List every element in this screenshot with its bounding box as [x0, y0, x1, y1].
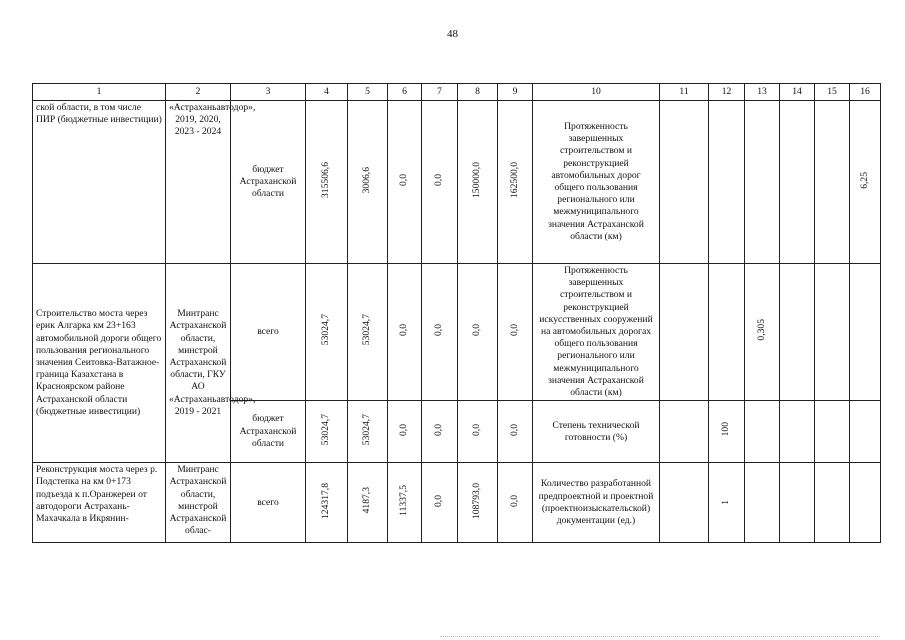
indicator-value-cell [850, 101, 881, 264]
indicator-value-text: 0,305 [755, 319, 767, 341]
value-cell [498, 101, 533, 264]
indicator-value-cell [815, 463, 850, 543]
executor-cell: Минтранс Астраханской области, минстрой Астраханской области, ГКУ АО «Астраханьавтодор», 2019 - 2021 [166, 264, 231, 463]
indicator-value-cell [660, 101, 709, 264]
value-text: 0,0 [508, 494, 520, 507]
indicator-cell: Протяженность завершенных строительством и реконструкцией автомобильных дорог общего пользования регионального или межмуниципального значения Астраханской области (км) [533, 101, 660, 264]
value-cell [422, 101, 458, 264]
event-name-cell: Строительство моста через ерик Алгарка км 23+163 автомобильной дороги общего пользования регионального значения Сеитовка-Ватажное-граница Казахстана в Красноярском районе Астраханской области (бюджетные инвестиции) [33, 264, 166, 463]
page-number: 48 [447, 28, 458, 40]
table-row [33, 463, 881, 543]
program-table [32, 83, 881, 543]
header-cell: 1 [33, 84, 166, 101]
value-cell [388, 463, 422, 543]
indicator-value-cell [745, 401, 780, 463]
header-cell: 14 [780, 84, 815, 101]
value-text: 4187,3 [361, 487, 373, 514]
scan-artifact-line [440, 636, 880, 638]
value-cell [306, 401, 348, 463]
value-cell [422, 463, 458, 543]
indicator-value-cell [709, 463, 745, 543]
indicator-value-cell [780, 401, 815, 463]
value-cell [306, 101, 348, 264]
indicator-value-cell [660, 264, 709, 401]
indicator-value-cell [815, 264, 850, 401]
value-cell [422, 401, 458, 463]
indicator-cell: Количество разработанной предпроектной и проектной (проектноизыскательской) документации (ед.) [533, 463, 660, 543]
header-cell: 15 [815, 84, 850, 101]
value-text: 162500,0 [508, 161, 520, 198]
value-text: 53024,7 [361, 414, 373, 446]
executor-cell: Минтранс Астраханской области, минстрой Астраханской облас- [166, 463, 231, 543]
indicator-value-cell [660, 463, 709, 543]
value-text: 0,0 [433, 494, 445, 507]
header-cell: 4 [306, 84, 348, 101]
funding-source-cell: бюджет Астраханской области [231, 401, 306, 463]
funding-source-cell: всего [231, 463, 306, 543]
value-cell [348, 264, 388, 401]
value-text: 53024,7 [320, 314, 332, 346]
indicator-cell: Протяженность завершенных строительством и реконструкцией искусственных сооружений на автомобильных дорогах общего пользования регионального или межмуниципального значения Астраханской области (км) [533, 264, 660, 401]
value-cell [306, 264, 348, 401]
header-cell: 16 [850, 84, 881, 101]
funding-source-cell: бюджет Астраханской области [231, 101, 306, 264]
header-cell: 10 [533, 84, 660, 101]
indicator-value-cell [660, 401, 709, 463]
value-text: 53024,7 [320, 414, 332, 446]
value-cell [422, 264, 458, 401]
header-cell: 3 [231, 84, 306, 101]
value-text: 0,0 [433, 173, 445, 186]
indicator-value-cell [709, 101, 745, 264]
indicator-value-text: 6,25 [858, 171, 870, 189]
value-cell [388, 101, 422, 264]
value-text: 0,0 [398, 173, 410, 186]
value-cell [458, 463, 498, 543]
indicator-value-cell [709, 401, 745, 463]
value-cell [348, 401, 388, 463]
value-cell [388, 264, 422, 401]
value-text: 0,0 [433, 324, 445, 337]
value-text: 0,0 [508, 324, 520, 337]
header-cell: 12 [709, 84, 745, 101]
value-text: 0,0 [471, 324, 483, 337]
value-text: 315506,6 [320, 161, 332, 198]
value-text: 11337,5 [398, 485, 410, 517]
value-cell [458, 264, 498, 401]
value-cell [498, 264, 533, 401]
indicator-value-cell [850, 463, 881, 543]
value-text: 0,0 [398, 324, 410, 337]
table-row [33, 101, 881, 264]
value-text: 108793,0 [471, 482, 483, 519]
indicator-value-cell [745, 463, 780, 543]
indicator-value-cell [815, 101, 850, 264]
indicator-value-cell [745, 264, 780, 401]
value-cell [306, 463, 348, 543]
indicator-value-cell [780, 101, 815, 264]
funding-source-cell: всего [231, 264, 306, 401]
value-text: 0,0 [471, 423, 483, 436]
indicator-value-cell [850, 401, 881, 463]
value-cell [458, 401, 498, 463]
value-text: 150000,0 [471, 161, 483, 198]
value-text: 0,0 [398, 423, 410, 436]
header-cell: 11 [660, 84, 709, 101]
indicator-value-cell [780, 463, 815, 543]
header-cell: 5 [348, 84, 388, 101]
indicator-value-cell [850, 264, 881, 401]
indicator-value-text: 100 [720, 422, 732, 437]
column-number-row [33, 84, 881, 101]
header-cell: 9 [498, 84, 533, 101]
event-name-cell: ской области, в том числе ПИР (бюджетные инвестиции) [33, 101, 166, 264]
header-cell: 8 [458, 84, 498, 101]
indicator-cell: Степень технической готовности (%) [533, 401, 660, 463]
value-cell [498, 463, 533, 543]
indicator-value-cell [745, 101, 780, 264]
event-name-cell: Реконструкция моста через р. Подстепка на км 0+173 подъезда к п.Оранжереи от автодороги Астрахань-Махачкала в Икрянин- [33, 463, 166, 543]
header-cell: 6 [388, 84, 422, 101]
value-cell [388, 401, 422, 463]
value-text: 0,0 [433, 423, 445, 436]
value-cell [458, 101, 498, 264]
header-cell: 2 [166, 84, 231, 101]
value-text: 53024,7 [361, 314, 373, 346]
table-row [33, 264, 881, 401]
value-text: 3006,6 [361, 166, 373, 194]
value-cell [348, 101, 388, 264]
header-cell: 7 [422, 84, 458, 101]
indicator-value-cell [815, 401, 850, 463]
value-text: 0,0 [508, 423, 520, 436]
value-text: 124317,8 [320, 482, 332, 519]
indicator-value-cell [780, 264, 815, 401]
value-cell [348, 463, 388, 543]
indicator-value-cell [709, 264, 745, 401]
indicator-value-text: 1 [720, 499, 732, 505]
value-cell [498, 401, 533, 463]
header-cell: 13 [745, 84, 780, 101]
executor-cell: «Астраханьавтодор», 2019, 2020, 2023 - 2024 [166, 101, 231, 264]
